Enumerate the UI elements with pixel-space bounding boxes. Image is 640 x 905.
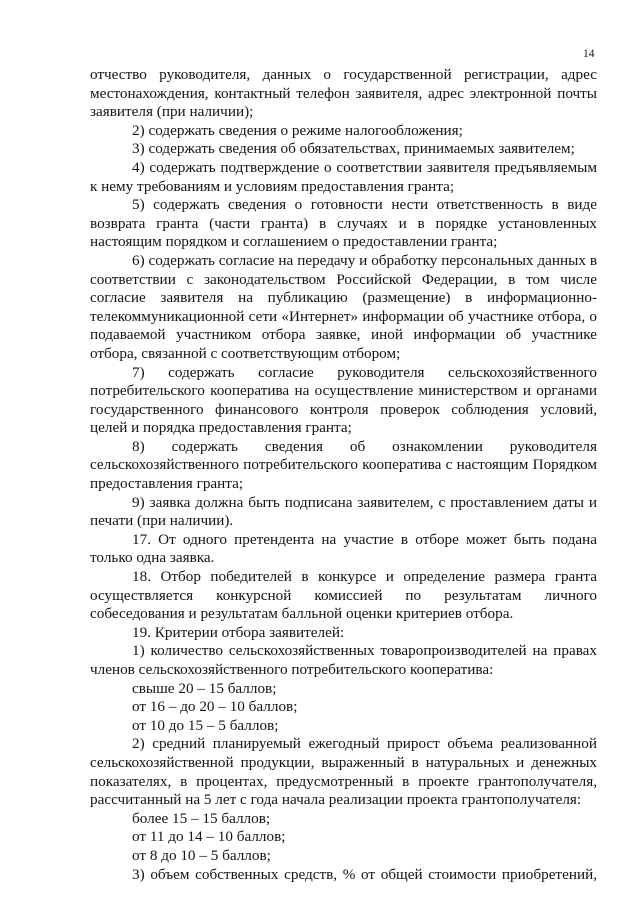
- criterion-3: 3) объем собственных средств, % от общей стоимости приобретений,: [132, 865, 597, 883]
- item-4-compliance: 4) содержать подтверждение о соответствии заявителя предъявляемым к нему требованиям и условиям предоставления гранта;: [90, 158, 597, 195]
- clause-18: 18. Отбор победителей в конкурсе и определение размера гранта осуществляется конкурсной комиссией по результатам личного собеседования и результатам балльной оценки критериев отбора.: [90, 568, 597, 623]
- criterion-2-score-b: от 11 до 14 – 10 баллов;: [132, 828, 286, 846]
- criterion-2-score-c: от 8 до 10 – 5 баллов;: [132, 846, 271, 864]
- criterion-1-score-b: от 16 – до 20 – 10 баллов;: [132, 698, 298, 716]
- item-7-audit-consent: 7) содержать согласие руководителя сельскохозяйственного потребительского кооператива на осуществление министерством и органами государственного финансового контроля проверок соблюдения условий, целей и порядка предоставления гранта;: [90, 363, 597, 437]
- item-6-personal-data-consent: 6) содержать согласие на передачу и обработку персональных данных в соответствии с законодательством Российской Федерации, в том числе согласие заявителя на публикацию (размещение) в информационно-телекоммуникационной сети «Интернет» информации об участнике отбора, о подаваемой участником отбора заявке, иной информации об участнике отбора, связанной с соответствующим отбором;: [90, 251, 597, 362]
- paragraph-continuation: отчество руководителя, данных о государственной регистрации, адрес местонахождения, контактный телефон заявителя, адрес электронной почты заявителя (при наличии);: [90, 66, 597, 121]
- item-2-tax-regime: 2) содержать сведения о режиме налогообложения;: [132, 121, 463, 139]
- criterion-1: 1) количество сельскохозяйственных товаропроизводителей на правах членов сельскохозяйственного потребительского кооператива:: [90, 642, 597, 678]
- criterion-1-score-a: свыше 20 – 15 баллов;: [132, 679, 277, 697]
- criterion-2-score-a: более 15 – 15 баллов;: [132, 809, 271, 827]
- item-5-responsibility: 5) содержать сведения о готовности нести ответственность в виде возврата гранта (части гранта) в случаях и в порядке установленных настоящим порядком и соглашением о предоставлении гранта;: [90, 196, 597, 251]
- body-text: [90, 66, 597, 884]
- item-8-acknowledgement: 8) содержать сведения об ознакомлении руководителя сельскохозяйственного потребительского кооператива с настоящим Порядком предоставления гранта;: [90, 437, 597, 493]
- item-3-obligations: 3) содержать сведения об обязательствах, принимаемых заявителем;: [132, 140, 575, 158]
- page-number: 14: [583, 48, 595, 60]
- clause-19-heading: 19. Критерии отбора заявителей:: [132, 623, 345, 641]
- item-9-signature: 9) заявка должна быть подписана заявителем, с проставлением даты и печати (при наличии).: [90, 493, 597, 530]
- criterion-1-score-c: от 10 до 15 – 5 баллов;: [132, 716, 279, 734]
- criterion-2: 2) средний планируемый ежегодный прирост объема реализованной сельскохозяйственной продукции, выраженный в натуральных и денежных показателях, в процентах, предусмотренный в проекте грантополучателя, рассчитанный на 5 лет с года начала реализации проекта грантополучателя:: [90, 735, 597, 809]
- clause-17: 17. От одного претендента на участие в отборе может быть подана только одна заявка.: [90, 530, 597, 567]
